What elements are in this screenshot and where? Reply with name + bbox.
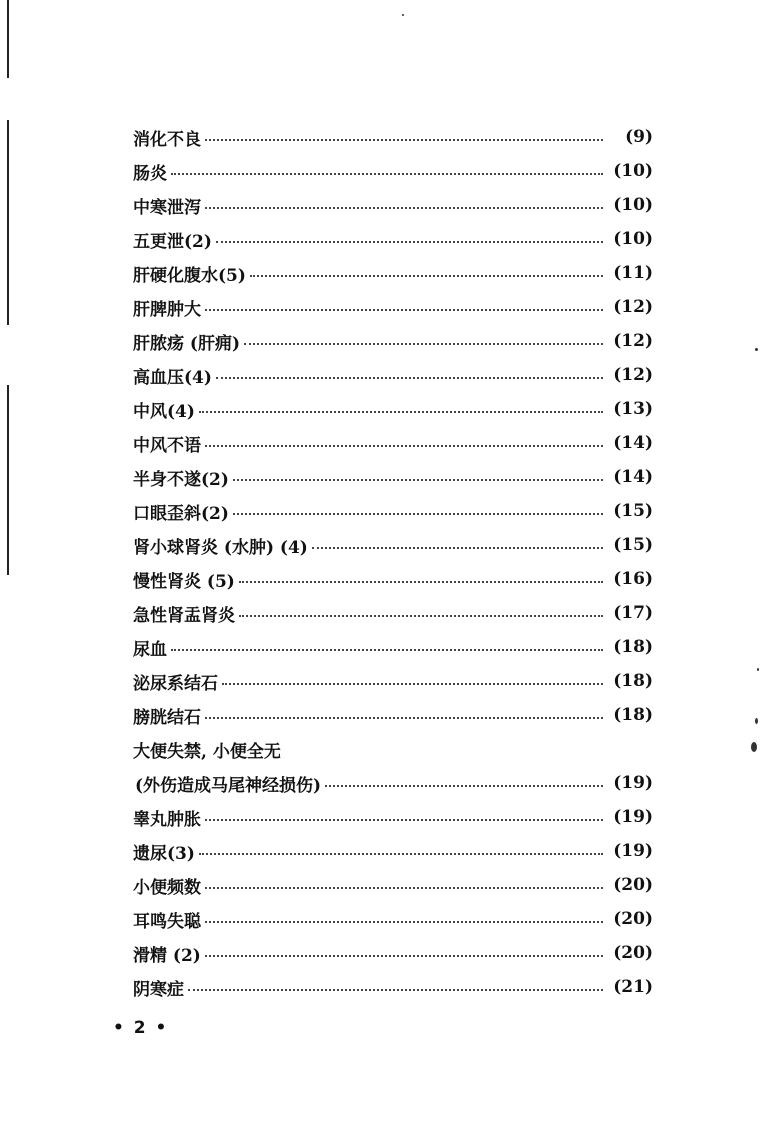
toc-entry-page: (19)	[613, 807, 653, 827]
toc-entry-page: (10)	[613, 161, 653, 181]
scan-artifact-dot	[757, 668, 759, 671]
toc-entry-title: 遗尿(3)	[133, 843, 195, 864]
toc-entry-page: (15)	[613, 501, 653, 521]
toc-dot-leader	[205, 207, 603, 209]
toc-entry-page: (18)	[613, 705, 653, 725]
toc-entry-title: 口眼歪斜(2)	[133, 503, 229, 524]
toc-entry	[133, 902, 653, 936]
toc-entry	[133, 358, 653, 392]
toc-entry-title: 滑精 (2)	[133, 945, 201, 966]
toc-dot-leader	[239, 615, 603, 617]
scan-artifact-line	[7, 0, 9, 78]
toc-entry-title: 急性肾盂肾炎	[133, 605, 235, 626]
toc-entry-page: (11)	[613, 263, 653, 283]
toc-entry	[133, 834, 653, 868]
toc-dot-leader	[250, 275, 603, 277]
scan-artifact-line	[7, 120, 9, 325]
toc-entry-page: (12)	[613, 331, 653, 351]
toc-entry	[133, 222, 653, 256]
toc-entry-page: (20)	[613, 875, 653, 895]
toc-dot-leader	[171, 173, 603, 175]
toc-dot-leader	[205, 819, 603, 821]
toc-dot-leader	[205, 955, 603, 957]
toc-entry	[133, 188, 653, 222]
toc-entry-title: 肾小球肾炎 (水肿) (4)	[133, 537, 308, 558]
toc-entry-title: 睾丸肿胀	[133, 809, 201, 830]
toc-entry-page: (10)	[613, 195, 653, 215]
toc-entry-title: 肝脓疡 (肝痈)	[133, 333, 241, 354]
toc-dot-leader	[205, 717, 603, 719]
scan-artifact-dot	[402, 14, 404, 16]
toc-dot-leader	[205, 445, 603, 447]
toc-dot-leader	[205, 309, 603, 311]
toc-entry	[133, 970, 653, 1004]
toc-entry	[133, 936, 653, 970]
toc-dot-leader	[312, 547, 603, 549]
toc-entry	[133, 154, 653, 188]
toc-entry-page: (18)	[613, 671, 653, 691]
toc-entry-page: (9)	[625, 127, 653, 147]
toc-dot-leader	[205, 921, 603, 923]
toc-entry-page: (20)	[613, 943, 653, 963]
toc-entry-page: (12)	[613, 297, 653, 317]
toc-entry-title: 中寒泄泻	[133, 197, 201, 218]
toc-entry	[133, 664, 653, 698]
toc-entry-page: (21)	[613, 977, 653, 997]
toc-entry	[133, 426, 653, 460]
toc-entry-page: (15)	[613, 535, 653, 555]
toc-dot-leader	[244, 343, 603, 345]
toc-entry	[133, 766, 653, 800]
toc-entry	[133, 868, 653, 902]
toc-entry-page: (16)	[613, 569, 653, 589]
scan-artifact-line	[7, 385, 9, 575]
toc-entry	[133, 596, 653, 630]
toc-entry	[133, 256, 653, 290]
toc-entry	[133, 800, 653, 834]
toc-entry-page: (10)	[613, 229, 653, 249]
toc-entry-page: (14)	[613, 467, 653, 487]
toc-entry-title: 耳鸣失聪	[133, 911, 201, 932]
scan-artifact-dot	[751, 742, 757, 752]
toc-entry-title: (外伤造成马尾神经损伤)	[135, 775, 322, 796]
toc-entry-title: 慢性肾炎 (5)	[133, 571, 235, 592]
toc-dot-leader	[325, 785, 603, 787]
toc-entry-title: 大便失禁, 小便全无	[133, 741, 281, 762]
toc-entry	[133, 460, 653, 494]
toc-entry-title: 消化不良	[133, 129, 201, 150]
toc-entry-title: 中风不语	[133, 435, 201, 456]
toc-entry-page: (18)	[613, 637, 653, 657]
toc-dot-leader	[222, 683, 603, 685]
toc-dot-leader	[239, 581, 603, 583]
toc-entry-title: 中风(4)	[133, 401, 195, 422]
toc-entry	[133, 630, 653, 664]
toc-entry-title: 尿血	[133, 639, 167, 660]
toc-entry-page: (19)	[613, 841, 653, 861]
toc-entry-page: (20)	[613, 909, 653, 929]
toc-entry	[133, 290, 653, 324]
toc-entry	[133, 392, 653, 426]
scan-artifact-dot	[755, 718, 758, 724]
toc-entry	[133, 732, 653, 766]
toc-entry-title: 肠炎	[133, 163, 167, 184]
toc-dot-leader	[205, 887, 603, 889]
toc-entry-title: 半身不遂(2)	[133, 469, 229, 490]
toc-dot-leader	[188, 989, 603, 991]
toc-entry-page: (19)	[613, 773, 653, 793]
toc-entry-page: (12)	[613, 365, 653, 385]
toc-entry	[133, 494, 653, 528]
toc-dot-leader	[199, 411, 603, 413]
toc-dot-leader	[233, 513, 603, 515]
toc-entry-page: (13)	[613, 399, 653, 419]
toc-entry	[133, 528, 653, 562]
scan-artifact-dot	[755, 348, 758, 351]
toc-dot-leader	[205, 139, 603, 141]
toc-entry-title: 高血压(4)	[133, 367, 212, 388]
toc-entry-title: 肝脾肿大	[133, 299, 201, 320]
toc-entry-title: 泌尿系结石	[133, 673, 218, 694]
toc-dot-leader	[233, 479, 603, 481]
toc-entry-title: 小便频数	[133, 877, 201, 898]
toc-entry-title: 阴寒症	[133, 979, 184, 1000]
toc-dot-leader	[216, 241, 603, 243]
toc-entry	[133, 120, 653, 154]
page-number: • 2 •	[113, 1018, 169, 1038]
toc-entry-title: 五更泄(2)	[133, 231, 212, 252]
toc-entry	[133, 698, 653, 732]
toc-dot-leader	[199, 853, 603, 855]
toc-dot-leader	[216, 377, 603, 379]
toc-dot-leader	[171, 649, 603, 651]
toc-entry	[133, 324, 653, 358]
toc-entry-page: (17)	[613, 603, 653, 623]
toc-entry-title: 肝硬化腹水(5)	[133, 265, 246, 286]
toc-entry-title: 膀胱结石	[133, 707, 201, 728]
toc-entry-page: (14)	[613, 433, 653, 453]
table-of-contents	[133, 120, 653, 1004]
toc-entry	[133, 562, 653, 596]
